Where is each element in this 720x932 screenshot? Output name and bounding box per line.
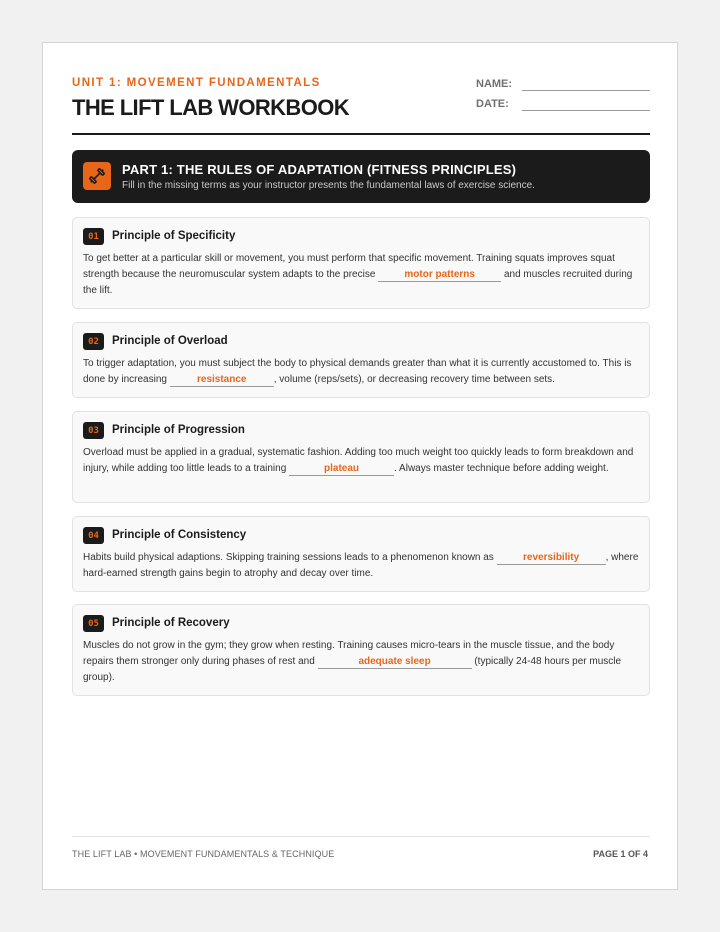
principle-title: Principle of Overload (112, 335, 228, 347)
date-label: DATE: (476, 98, 509, 110)
principle-text (83, 356, 641, 388)
text-after-blank: , where hard-earned strength gains begin to atrophy and decay over time. (83, 552, 639, 579)
text-after-blank: (typically 24-48 hours per muscle group). (83, 656, 622, 683)
answer-blank[interactable]: plateau (289, 462, 394, 476)
principle-text (83, 550, 641, 582)
section-banner (72, 150, 650, 203)
unit-label: UNIT 1: MOVEMENT FUNDAMENTALS (72, 77, 321, 89)
text-before-blank: Muscles do not grow in the gym; they grow when resting. Training causes micro-tears in the muscle tissue, and the body repairs them stronger only during phases of rest and (83, 640, 615, 667)
text-before-blank: Overload must be applied in a gradual, systematic fashion. Adding too much weight too quickly leads to form breakdown and injury, while adding too little leads to a training (83, 447, 634, 474)
name-label: NAME: (476, 78, 513, 90)
principle-title: Principle of Consistency (112, 529, 247, 541)
page-number: PAGE 1 OF 4 (593, 849, 648, 859)
footer-divider (72, 836, 650, 837)
text-before-blank: To trigger adaptation, you must subject the body to physical demands greater than what it is currently accustomed to. This is done by increasing (83, 358, 632, 385)
principle-card (72, 411, 650, 503)
date-row (476, 98, 650, 112)
principle-number: 05 (83, 615, 104, 632)
principle-number: 02 (83, 333, 104, 350)
header-divider (72, 133, 650, 135)
answer-blank[interactable]: motor patterns (378, 268, 501, 282)
principle-card (72, 217, 650, 309)
section-title: PART 1: THE RULES OF ADAPTATION (FITNESS PRINCIPLES) (122, 162, 517, 177)
principle-card (72, 516, 650, 592)
principle-number: 03 (83, 422, 104, 439)
answer-blank[interactable]: resistance (170, 373, 274, 387)
date-field[interactable] (522, 110, 650, 111)
page-title: THE LIFT LAB WORKBOOK (72, 95, 350, 120)
name-row (476, 78, 650, 92)
answer-blank[interactable]: reversibility (497, 551, 606, 565)
worksheet-page (42, 42, 678, 890)
principle-text (83, 251, 641, 299)
principle-title: Principle of Recovery (112, 617, 230, 629)
text-before-blank: Habits build physical adaptions. Skipping training sessions leads to a phenomenon known as (83, 552, 497, 563)
answer-blank[interactable]: adequate sleep (318, 655, 472, 669)
page-header (72, 77, 650, 135)
footer-text: THE LIFT LAB • MOVEMENT FUNDAMENTALS & TECHNIQUE (72, 849, 335, 859)
text-after-blank: . Always master technique before adding weight. (394, 463, 609, 474)
dumbbell-icon (83, 162, 111, 190)
principle-card (72, 604, 650, 696)
name-field[interactable] (522, 90, 650, 91)
principle-title: Principle of Specificity (112, 230, 236, 242)
principle-card (72, 322, 650, 398)
principle-text (83, 638, 641, 686)
text-before-blank: To get better at a particular skill or movement, you must perform that specific movement. Training squats improves squat strength because the neuromuscular system adapts to the precise (83, 253, 615, 280)
text-after-blank: , volume (reps/sets), or decreasing recovery time between sets. (273, 374, 555, 385)
principle-number: 01 (83, 228, 104, 245)
principle-title: Principle of Progression (112, 424, 245, 436)
principle-text (83, 445, 641, 477)
principle-number: 04 (83, 527, 104, 544)
section-instructions: Fill in the missing terms as your instructor presents the fundamental laws of exercise science. (122, 180, 535, 191)
text-after-blank: and muscles recruited during the lift. (83, 269, 633, 296)
